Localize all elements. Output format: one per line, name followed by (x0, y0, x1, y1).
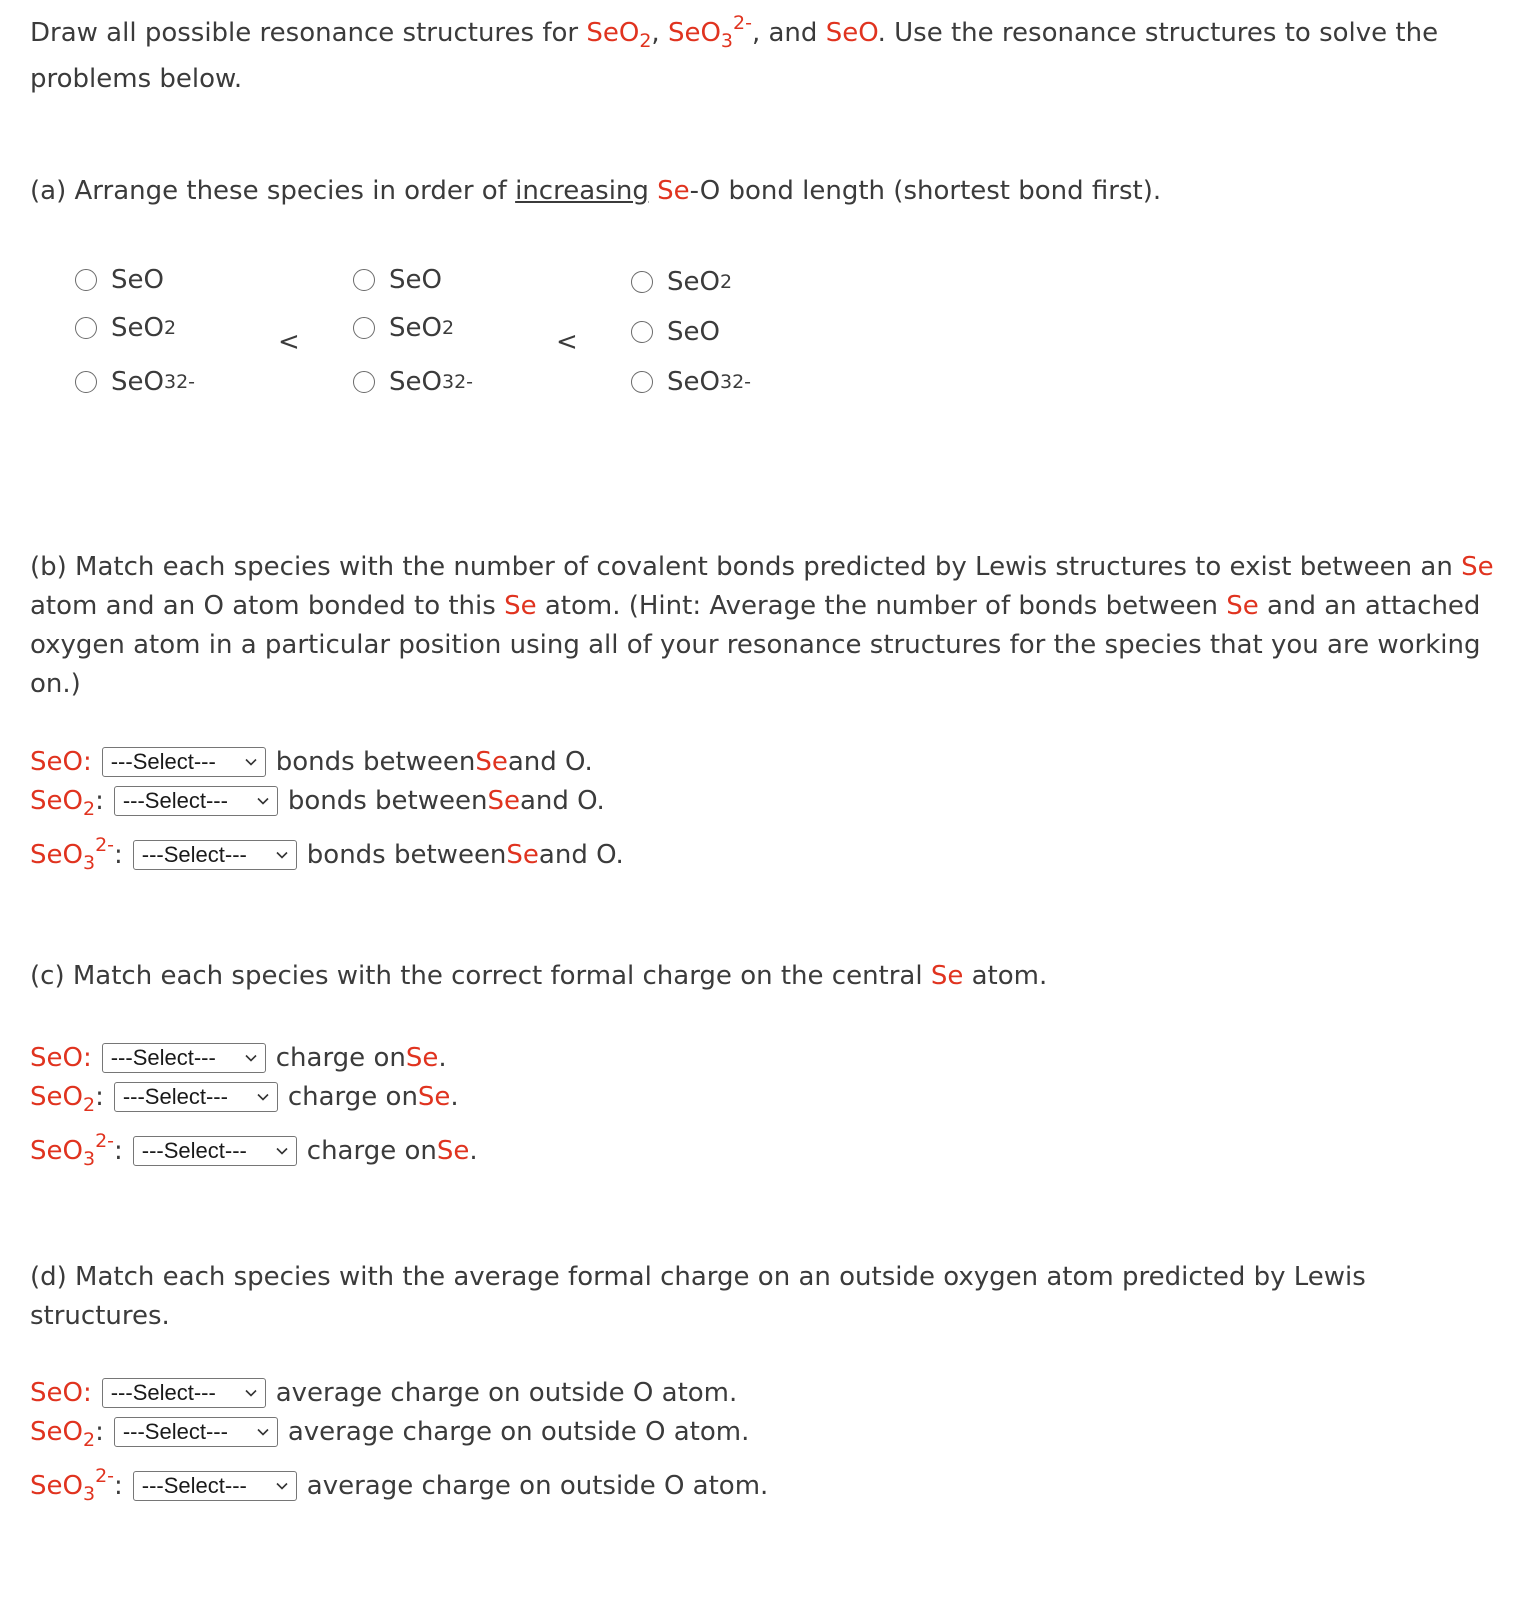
radio-button[interactable] (353, 317, 375, 339)
chevron-down-icon (274, 847, 290, 863)
part-c-row-seo2: SeO$_2$ : ---Select--- charge on Se . (30, 1082, 459, 1116)
radio-button[interactable] (75, 371, 97, 393)
part-c-row-seo3: SeO$_3^{2-}$ : ---Select--- charge on Se . (30, 1130, 478, 1170)
chevron-down-icon (255, 1089, 271, 1105)
radio-button[interactable] (631, 321, 653, 343)
radio-col2-seo3[interactable]: SeO 3 2- (353, 364, 473, 400)
chevron-down-icon (274, 1143, 290, 1159)
intro-paragraph: Draw all possible resonance structures for SeO$_2$, SeO$_3^{2-}$, and SeO. Use the resonance structures to solve the problems below. (30, 12, 1439, 94)
chevron-down-icon (243, 754, 259, 770)
radio-button[interactable] (75, 317, 97, 339)
radio-col2-seo[interactable]: SeO (353, 262, 442, 298)
less-than-1: < (278, 327, 300, 357)
radio-col2-seo2[interactable]: SeO 2 (353, 310, 454, 346)
chevron-down-icon (255, 1424, 271, 1440)
radio-col3-seo3[interactable]: SeO 3 2- (631, 364, 751, 400)
bonds-seo3-select[interactable]: ---Select--- (133, 840, 297, 870)
part-c-row-seo: SeO : ---Select--- charge on Se . (30, 1043, 447, 1073)
species-seo3: SeO$_3^{2-}$ (667, 12, 752, 52)
part-b-question: (b) Match each species with the number of covalent bonds predicted by Lewis structures to exist between an Se atom and an O atom bonded to this Se atom. (Hint: Average the number of bonds between Se and an attached oxygen atom in a particular position using all of your resonance structures for the species that you are working on.) (30, 552, 1494, 699)
o-charge-seo2-select[interactable]: ---Select--- (114, 1417, 278, 1447)
chevron-down-icon (274, 1478, 290, 1494)
radio-col3-seo2[interactable]: SeO 2 (631, 264, 732, 300)
chevron-down-icon (255, 793, 271, 809)
radio-button[interactable] (631, 271, 653, 293)
part-b-row-seo2: SeO$_2$ : ---Select--- bonds between Se and O. (30, 786, 605, 820)
bonds-seo-select[interactable]: ---Select--- (102, 747, 266, 777)
part-b-row-seo: SeO : ---Select--- bonds between Se and O. (30, 747, 593, 777)
part-d-row-seo2: SeO$_2$ : ---Select--- average charge on outside O atom. (30, 1417, 750, 1451)
radio-col1-seo3[interactable]: SeO 3 2- (75, 364, 195, 400)
radio-button[interactable] (353, 371, 375, 393)
part-c-question: (c) Match each species with the correct formal charge on the central Se atom. (30, 961, 1048, 991)
charge-seo3-select[interactable]: ---Select--- (133, 1136, 297, 1166)
species-seo: SeO (825, 18, 878, 48)
radio-col1-seo[interactable]: SeO (75, 262, 164, 298)
part-a-question: (a) Arrange these species in order of increasing Se-O bond length (shortest bond first). (30, 176, 1162, 206)
o-charge-seo-select[interactable]: ---Select--- (102, 1378, 266, 1408)
charge-seo-select[interactable]: ---Select--- (102, 1043, 266, 1073)
part-d-row-seo3: SeO$_3^{2-}$ : ---Select--- average charge on outside O atom. (30, 1465, 769, 1505)
bonds-seo2-select[interactable]: ---Select--- (114, 786, 278, 816)
radio-col3-seo[interactable]: SeO (631, 314, 720, 350)
part-d-row-seo: SeO : ---Select--- average charge on outside O atom. (30, 1378, 738, 1408)
part-d-question: (d) Match each species with the average formal charge on an outside oxygen atom predicted by Lewis structures. (30, 1262, 1366, 1331)
radio-col1-seo2[interactable]: SeO 2 (75, 310, 176, 346)
radio-button[interactable] (75, 269, 97, 291)
radio-button[interactable] (631, 371, 653, 393)
chevron-down-icon (243, 1385, 259, 1401)
charge-seo2-select[interactable]: ---Select--- (114, 1082, 278, 1112)
part-b-row-seo3: SeO$_3^{2-}$ : ---Select--- bonds between Se and O. (30, 834, 624, 874)
chevron-down-icon (243, 1050, 259, 1066)
species-seo2: SeO$_2$ (586, 18, 652, 52)
o-charge-seo3-select[interactable]: ---Select--- (133, 1471, 297, 1501)
radio-button[interactable] (353, 269, 375, 291)
less-than-2: < (556, 327, 578, 357)
